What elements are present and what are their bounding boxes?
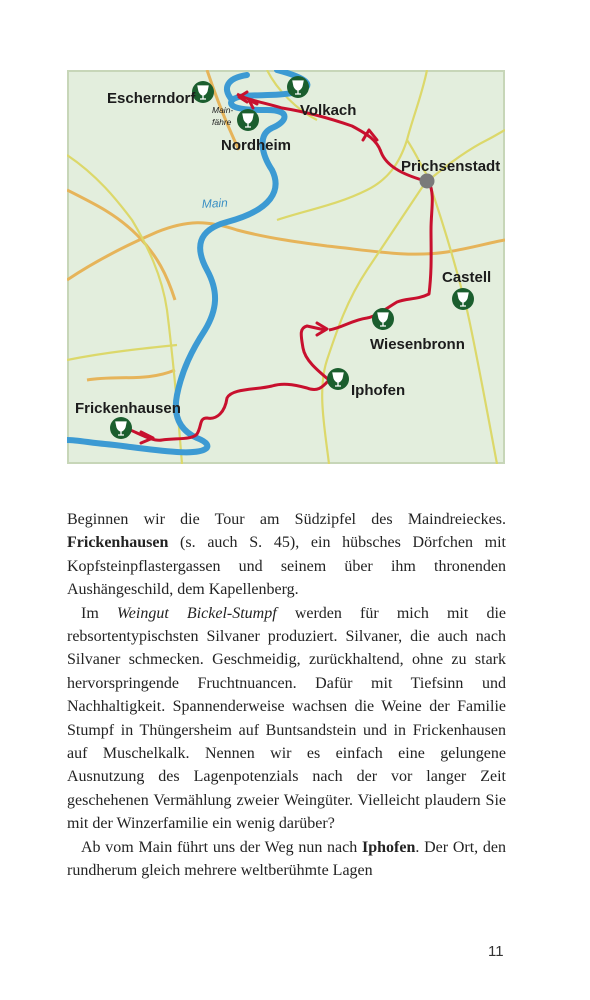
text-segment: . Der Ort, den rundherum gleich mehrere weltberühmte Lagen — [67, 838, 506, 880]
paragraph — [67, 836, 506, 883]
text-segment: Im — [81, 604, 117, 622]
place-label-volkach: Volkach — [300, 102, 357, 119]
wine-glass-icon — [452, 288, 474, 310]
paragraph — [67, 508, 506, 602]
wine-glass-icon — [237, 109, 259, 131]
text-segment-italic: Weingut Bickel-Stumpf — [116, 604, 277, 622]
wine-glass-icon — [110, 417, 132, 439]
text-segment-bold: Iphofen — [362, 838, 416, 856]
place-label-prichsenstadt: Prichsenstadt — [401, 158, 501, 175]
wine-glass-icon — [287, 76, 309, 98]
wine-glass-icon — [327, 368, 349, 390]
text-segment: werden für mich mit die rebsortentypischsten Silvaner produziert. Silvaner, die auch nach Silvaner schmecken. Geschmeidig, zurückhaltend, ohne zu stark hervorspringende Fruchtnuancen. Dafür mit Tiefsinn und Nachhaltigkeit. Spannenderweise wachsen die Weine der Familie Stumpf in Thüngersheim auf Buntsandstein und in Frickenhausen auf Muschelkalk. Nennen wir es einfach eine gelungene Ausnutzung des Lagenpotenzials nach der vor langer Zeit geschehenen Vermählung zweier Weingüter. Vielleicht plaudern Sie mit der Winzerfamilie ein wenig darüber? — [67, 604, 507, 833]
route-map — [67, 70, 505, 464]
place-label-iphofen: Iphofen — [351, 382, 406, 399]
place-label-castell: Castell — [442, 269, 492, 286]
text-segment: (s. auch S. 45), ein hübsches Dörfchen mit Kopfsteinpflastergassen und seinem über ihm thronenden Aushängeschild, dem Kapellenberg. — [67, 534, 506, 599]
place-label-wiesenbronn: Wiesenbronn — [370, 336, 465, 353]
page-number: 11 — [488, 943, 504, 960]
town-dot-icon — [420, 174, 435, 189]
place-label-escherndorf: Escherndorf — [107, 90, 196, 107]
body-text — [67, 508, 506, 883]
place-label-mainfaehre-2: fähre — [212, 117, 232, 127]
wine-glass-icon — [372, 308, 394, 330]
paragraph — [67, 602, 506, 836]
text-segment: Ab vom Main führt uns der Weg nun nach — [81, 838, 362, 856]
text-segment: Beginnen wir die Tour am Südzipfel des Maindreieckes. — [67, 511, 506, 528]
river-label: Main — [201, 195, 229, 211]
place-label-frickenhausen: Frickenhausen — [75, 400, 181, 417]
place-label-nordheim: Nordheim — [221, 137, 292, 154]
place-label-mainfaehre-1: Main- — [212, 105, 234, 115]
text-segment-bold: Frickenhausen — [67, 534, 169, 552]
